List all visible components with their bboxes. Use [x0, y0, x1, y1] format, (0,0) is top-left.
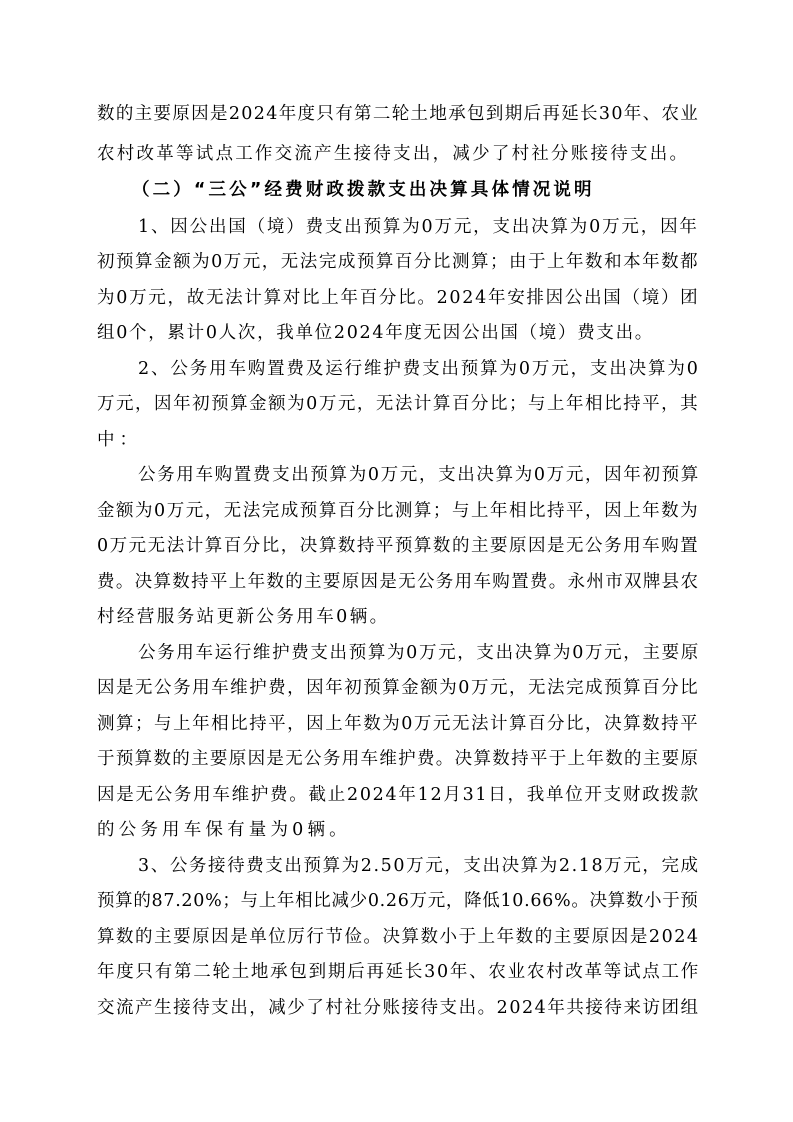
body-text-line: 0万元无法计算百分比，决算数持平预算数的主要原因是无公务用车购置 — [97, 536, 700, 556]
body-text-line: 算数的主要原因是单位厉行节俭。决算数小于上年数的主要原因是2024 — [97, 927, 700, 947]
body-text-line: 于预算数的主要原因是无公务用车维护费。决算数持平于上年数的主要原 — [97, 749, 700, 769]
body-text-line: 因是无公务用车维护费。截止2024年12月31日，我单位开支财政拨款 — [97, 785, 700, 805]
body-text-line: 预算的87.20%；与上年相比减少0.26万元，降低10.66%。决算数小于预 — [97, 891, 699, 911]
body-text-line: 农村改革等试点工作交流产生接待支出，减少了村社分账接待支出。 — [97, 144, 690, 164]
body-text-line: 村经营服务站更新公务用车0辆。 — [97, 607, 390, 627]
body-text-line: 费。决算数持平上年数的主要原因是无公务用车购置费。永州市双牌县农 — [97, 572, 700, 592]
body-text-line: 金额为0万元，无法完成预算百分比测算；与上年相比持平，因上年数为 — [97, 501, 700, 521]
body-text-line: 3、公务接待费支出预算为2.50万元，支出决算为2.18万元，完成 — [138, 856, 700, 876]
body-text-line: 公务用车运行维护费支出预算为0万元，支出决算为0万元，主要原 — [138, 643, 700, 663]
body-text-line: 测算；与上年相比持平，因上年数为0万元无法计算百分比，决算数持平 — [97, 714, 700, 734]
body-text-line: 初预算金额为0万元，无法完成预算百分比测算；由于上年数和本年数都 — [97, 252, 700, 272]
section-heading: （二）“三公”经费财政拨款支出决算具体情况说明 — [132, 180, 595, 200]
body-text-line: 的公务用车保有量为0辆。 — [97, 820, 351, 840]
body-text-line: 中： — [97, 430, 142, 450]
body-text-line: 为0万元，故无法计算对比上年百分比。2024年安排因公出国（境）团 — [97, 288, 700, 308]
body-text-line: 2、公务用车购置费及运行维护费支出预算为0万元，支出决算为0 — [138, 359, 700, 379]
body-text-line: 交流产生接待支出，减少了村社分账接待支出。2024年共接待来访团组 — [97, 998, 700, 1018]
body-text-line: 年度只有第二轮土地承包到期后再延长30年、农业农村改革等试点工作 — [97, 962, 701, 982]
body-text-line: 万元，因年初预算金额为0万元，无法计算百分比；与上年相比持平，其 — [97, 394, 700, 414]
body-text-line: 1、因公出国（境）费支出预算为0万元，支出决算为0万元，因年 — [138, 217, 699, 237]
body-text-line: 组0个，累计0人次，我单位2024年度无因公出国（境）费支出。 — [97, 323, 655, 343]
body-text-line: 公务用车购置费支出预算为0万元，支出决算为0万元，因年初预算 — [138, 465, 700, 485]
body-text-line: 因是无公务用车维护费，因年初预算金额为0万元，无法完成预算百分比 — [97, 678, 700, 698]
body-text-line: 数的主要原因是2024年度只有第二轮土地承包到期后再延长30年、农业 — [97, 104, 700, 124]
